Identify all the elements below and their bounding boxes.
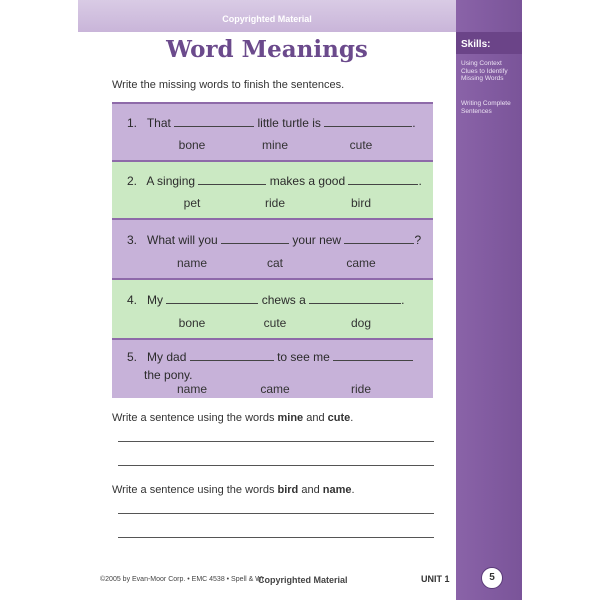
- exercise-4: [112, 278, 433, 340]
- word-choice: cute: [349, 138, 373, 152]
- skill-context-clues: Using Context Clues to Identify Missing Words: [461, 60, 508, 82]
- footer-copyright: Copyrighted Material: [258, 575, 348, 585]
- exercise-2: [112, 160, 433, 220]
- sentence-punct: .: [401, 293, 405, 307]
- word-choice: bone: [178, 316, 206, 330]
- instruction-text: Write the missing words to finish the sentences.: [112, 79, 345, 91]
- word-choice: came: [260, 382, 290, 396]
- page-number: 5: [481, 567, 503, 589]
- exercise-5: [112, 338, 433, 398]
- exercise-number: 4.: [127, 293, 138, 307]
- word-choice: name: [176, 382, 208, 396]
- word-choice: bone: [178, 138, 206, 152]
- word-choice: cute: [263, 316, 287, 330]
- writing-line[interactable]: [118, 465, 434, 466]
- writing-line[interactable]: [118, 513, 434, 514]
- sentence-text: makes a good: [269, 174, 346, 188]
- exercise-number: 2.: [127, 174, 138, 188]
- exercise-1: [112, 102, 433, 162]
- skills-sidebar: [456, 0, 522, 600]
- sentence-text: My dad: [147, 350, 187, 364]
- answer-blank[interactable]: [166, 293, 258, 304]
- answer-blank[interactable]: [333, 350, 413, 361]
- writing-prompt-1: Write a sentence using the words mine and cute.: [112, 412, 354, 424]
- sentence-4: [127, 293, 404, 307]
- copyright-notice: Copyrighted Material: [222, 14, 312, 24]
- exercise-3: [112, 218, 433, 280]
- sentence-text: little turtle is: [257, 116, 321, 130]
- keyword: name: [322, 484, 352, 496]
- answer-blank[interactable]: [221, 233, 289, 244]
- page-title: Word Meanings: [166, 36, 368, 63]
- word-choice: dog: [350, 316, 372, 330]
- word-choice: bird: [350, 196, 371, 210]
- skill-writing-sentences: Writing Complete Sentences: [461, 100, 511, 115]
- keyword: bird: [277, 484, 299, 496]
- keyword: cute: [327, 412, 351, 424]
- exercise-number: 1.: [127, 116, 138, 130]
- sentence-punct: .: [412, 116, 416, 130]
- skills-title: Skills:: [461, 39, 491, 50]
- answer-blank[interactable]: [190, 350, 274, 361]
- sentence-text: your new: [292, 233, 342, 247]
- answer-blank[interactable]: [174, 116, 254, 127]
- keyword: mine: [277, 412, 304, 424]
- exercise-number: 5.: [127, 350, 138, 364]
- answer-blank[interactable]: [348, 174, 418, 185]
- sentence-1: [127, 116, 416, 130]
- word-choice: mine: [261, 138, 288, 152]
- sentence-text: That: [146, 116, 171, 130]
- word-choice: pet: [183, 196, 201, 210]
- word-choice: ride: [350, 382, 371, 396]
- word-choice: name: [176, 256, 208, 270]
- writing-line[interactable]: [118, 441, 434, 442]
- sentence-punct: .: [418, 174, 422, 188]
- sentence-text: chews a: [261, 293, 306, 307]
- exercise-number: 3.: [127, 233, 138, 247]
- sentence-text: What will you: [147, 233, 218, 247]
- sentence-text: My: [147, 293, 164, 307]
- word-choice: ride: [264, 196, 285, 210]
- answer-blank[interactable]: [324, 116, 412, 127]
- footer-credit: ©2005 by Evan-Moor Corp. • EMC 4538 • Spell & Wr: [100, 576, 264, 583]
- sentence-text: to see me: [277, 350, 330, 364]
- answer-blank[interactable]: [344, 233, 414, 244]
- writing-prompt-2: Write a sentence using the words bird and name.: [112, 484, 355, 496]
- sentence-5-line2: the pony.: [144, 368, 193, 382]
- sentence-5: [127, 350, 413, 364]
- unit-label: UNIT 1: [421, 574, 450, 584]
- answer-blank[interactable]: [309, 293, 401, 304]
- sentence-text: A singing: [146, 174, 196, 188]
- sentence-2: [127, 174, 422, 188]
- writing-line[interactable]: [118, 537, 434, 538]
- sentence-3: [127, 233, 421, 247]
- answer-blank[interactable]: [198, 174, 266, 185]
- word-choice: cat: [266, 256, 283, 270]
- word-choice: came: [346, 256, 376, 270]
- sentence-punct: ?: [414, 233, 422, 247]
